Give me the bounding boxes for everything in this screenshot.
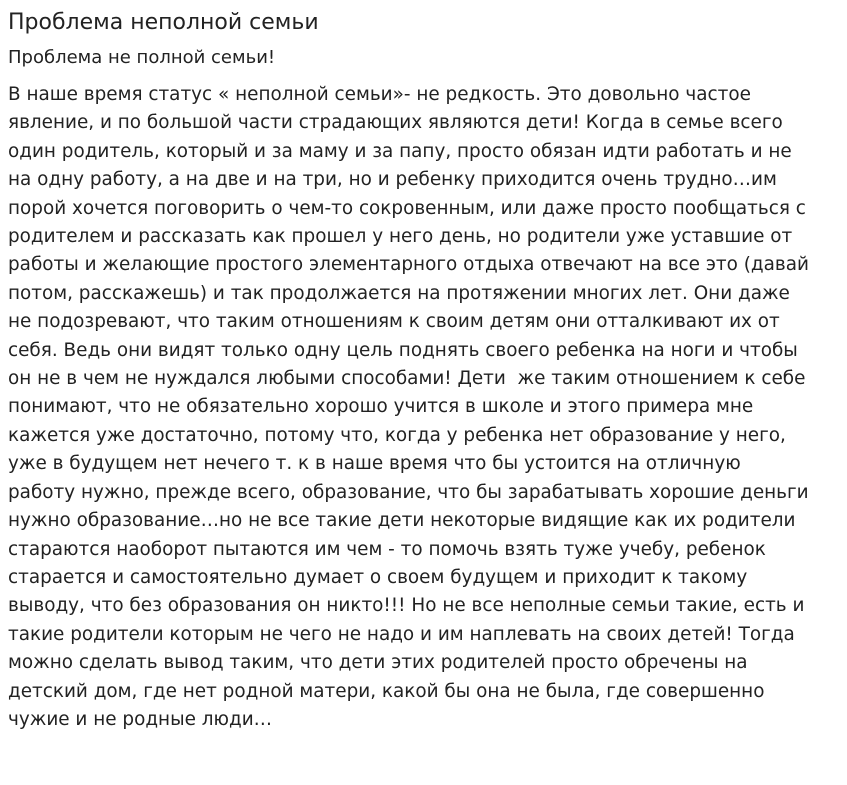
article-line: чужие и не родные люди… (8, 708, 273, 730)
article-line: он не в чем не нуждался любыми способами! Дети же таким отношением к себе (8, 368, 806, 390)
article-line: можно сделать вывод таким, что дети этих родителей просто обречены на (8, 652, 748, 674)
article-line: понимают, что не обязательно хорошо учится в школе и этого примера мне (8, 396, 754, 418)
article-line: выводу, что без образования он никто!!! Но не все неполные семьи такие, есть и (8, 595, 805, 617)
article-line: на одну работу, а на две и на три, но и ребенку приходится очень трудно…им (8, 169, 777, 191)
article-line: старается и самостоятельно думает о своем будущем и приходит к такому (8, 566, 748, 588)
page-title: Проблема неполной семьи (8, 10, 319, 35)
article-line: детский дом, где нет родной матери, какой бы она не была, где совершенно (8, 680, 765, 702)
article-line: такие родители которым не чего не надо и им наплевать на своих детей! Тогда (8, 623, 795, 645)
article-line: стараются наоборот пытаются им чем - то помочь взять туже учебу, ребенок (8, 538, 766, 560)
article-body (8, 81, 839, 734)
article-line: себя. Ведь они видят только одну цель поднять своего ребенка на ноги и чтобы (8, 339, 798, 361)
article-line: явление, и по большой части страдающих являются дети! Когда в семье всего (8, 112, 783, 134)
article-line: уже в будущем нет нечего т. к в наше время что бы устоится на отличную (8, 453, 741, 475)
article-line: не подозревают, что таким отношениям к своим детям они отталкивают их от (8, 311, 780, 333)
article-line: работы и желающие простого элементарного отдыха отвечают на все это (давай (8, 254, 809, 276)
article-line: порой хочется поговорить о чем-то сокровенным, или даже просто пообщаться с (8, 197, 806, 219)
article-line: нужно образование…но не все такие дети некоторые видящие как их родители (8, 510, 796, 532)
article-line: кажется уже достаточно, потому что, когда у ребенка нет образование у него, (8, 424, 786, 446)
article-subtitle: Проблема не полной семьи! (8, 47, 276, 68)
article-line: В наше время статус « неполной семьи»- не редкость. Это довольно частое (8, 84, 751, 105)
article-line: один родитель, который и за маму и за папу, просто обязан идти работать и не (8, 140, 792, 162)
article-line: работу нужно, прежде всего, образование, что бы зарабатывать хорошие деньги (8, 481, 809, 503)
article-line: родителем и рассказать как прошел у него день, но родители уже уставшие от (8, 226, 793, 248)
article-line: потом, расскажешь) и так продолжается на протяжении многих лет. Они даже (8, 282, 790, 304)
